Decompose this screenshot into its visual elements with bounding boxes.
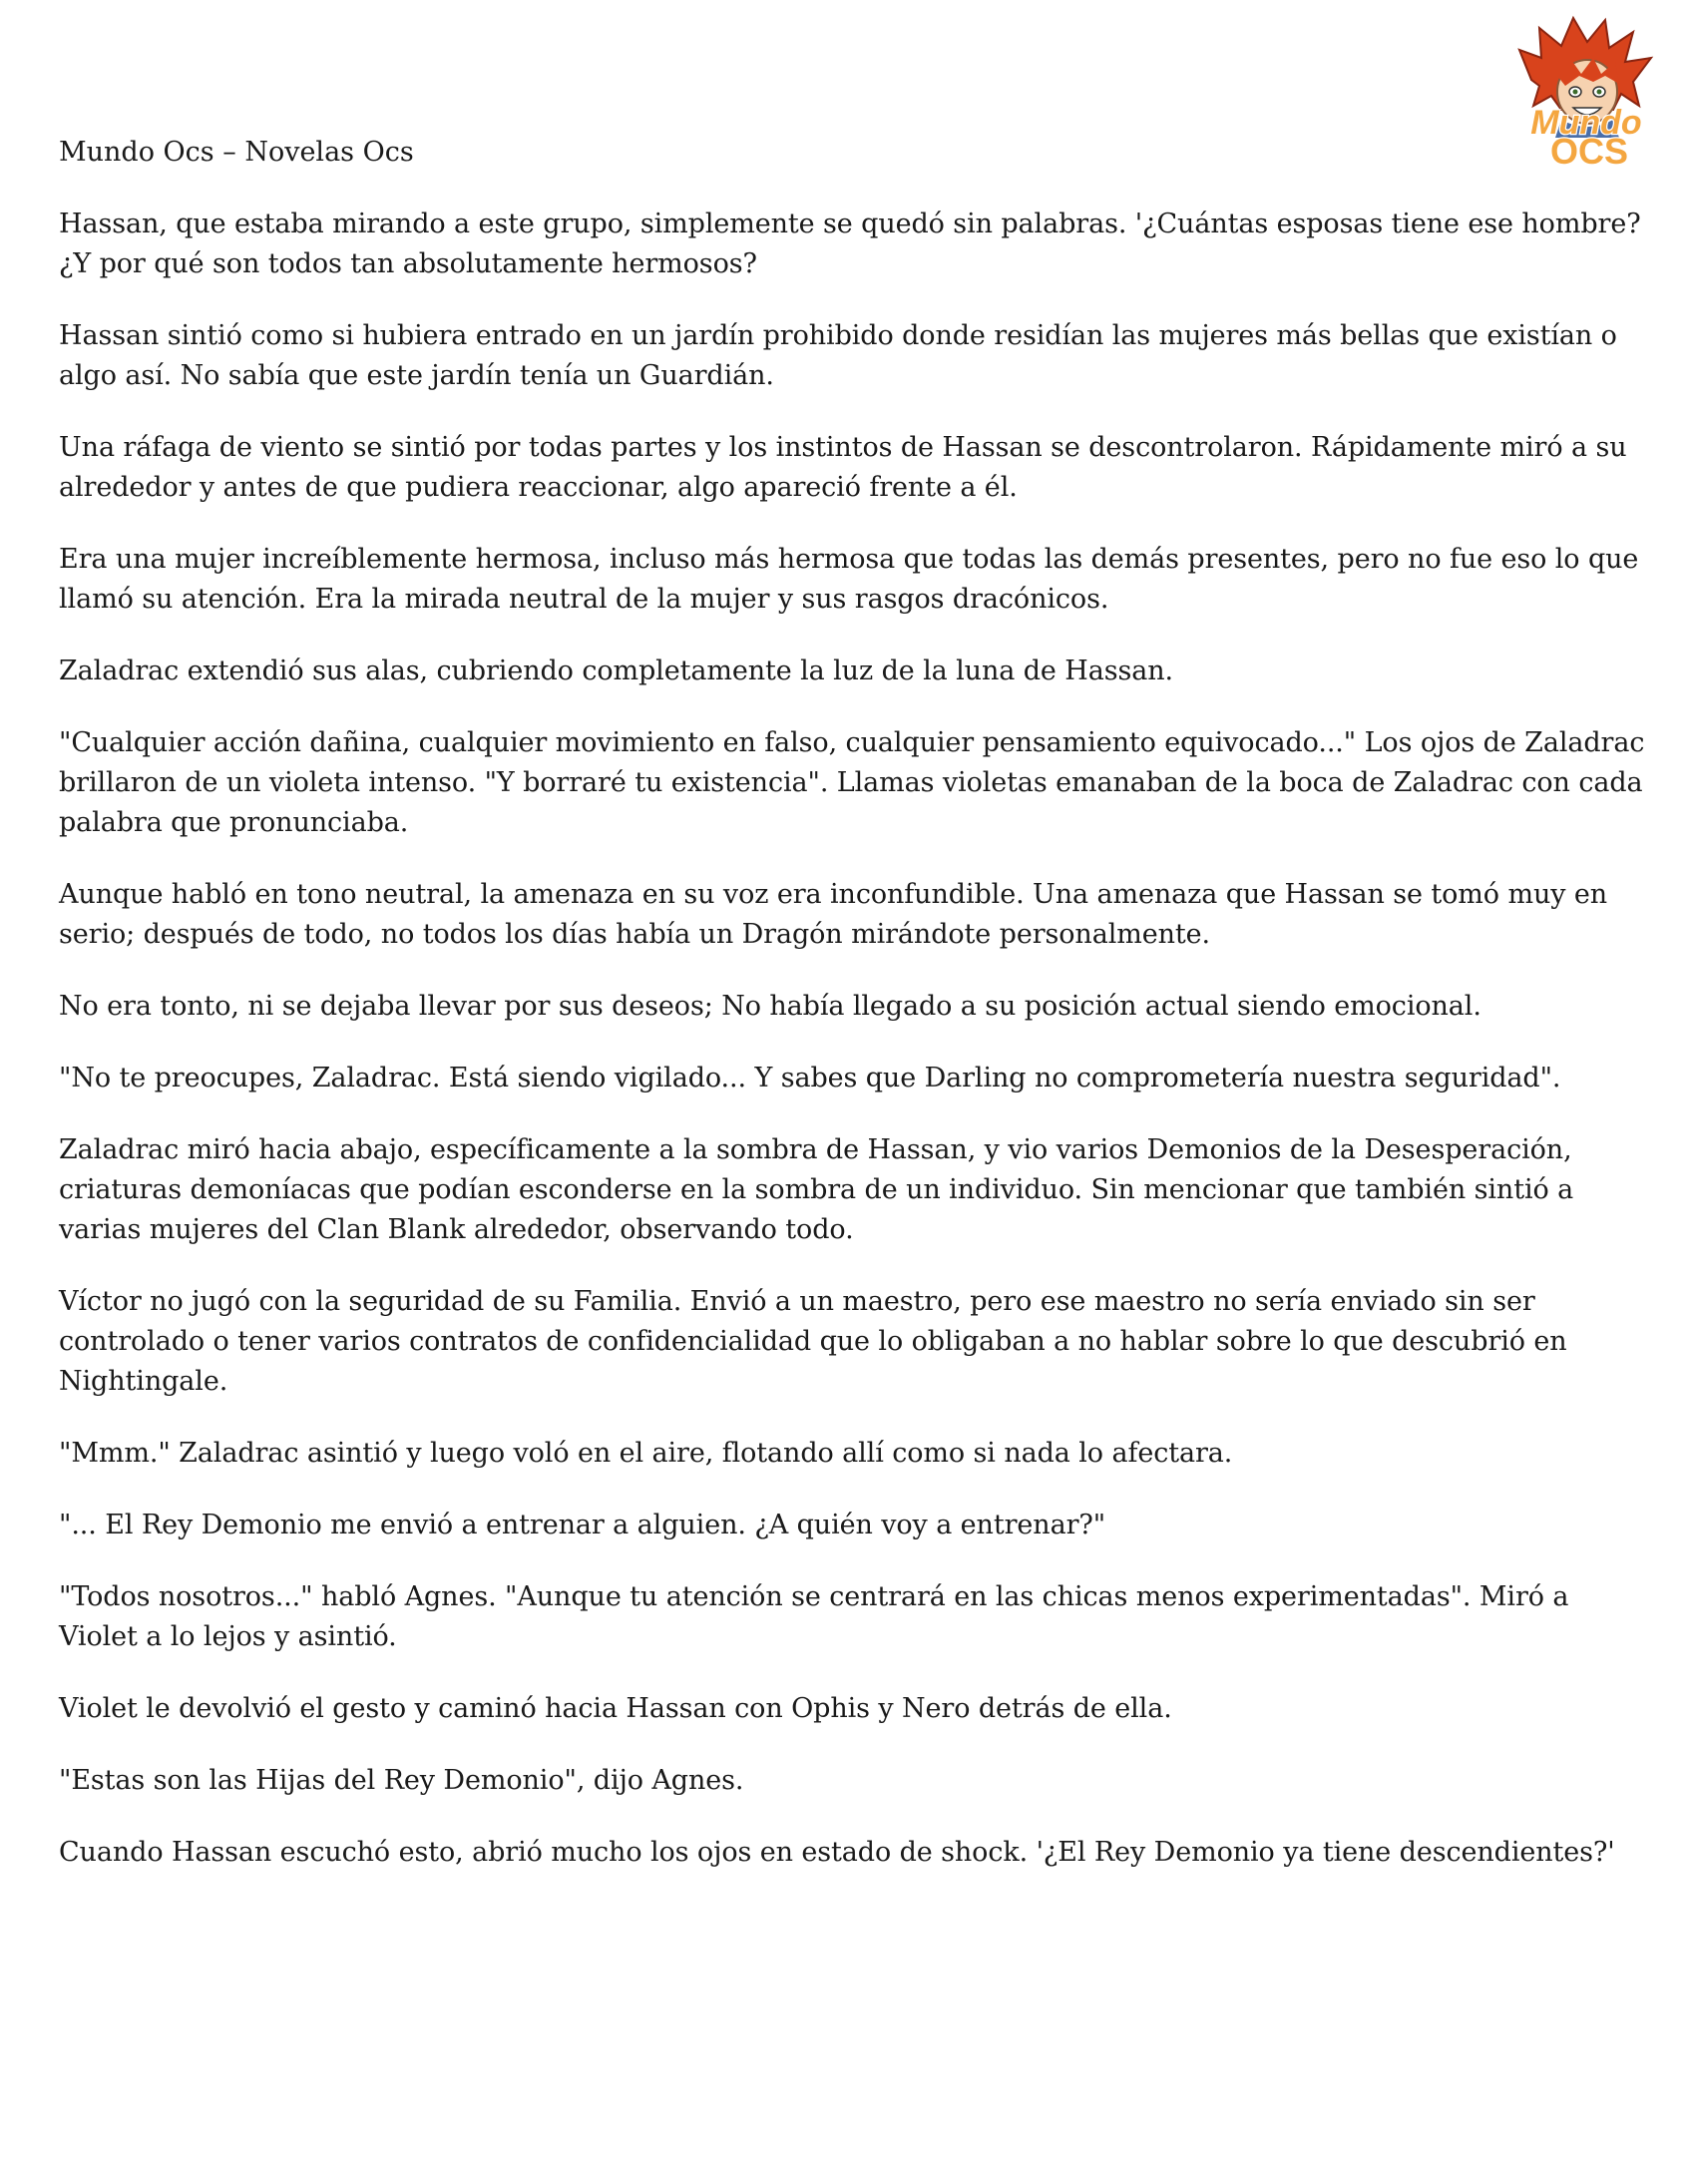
page-header: Mundo Ocs – Novelas Ocs bbox=[59, 137, 414, 168]
paragraph: Zaladrac extendió sus alas, cubriendo completamente la luz de la luna de Hassan. bbox=[59, 655, 1173, 686]
logo-text-mundo: Mundo bbox=[1530, 104, 1642, 142]
paragraph: Víctor no jugó con la seguridad de su Familia. Envió a un maestro, pero ese maestro no sería enviado sin ser controlado o tener varios contratos de confidencialidad que lo obligaban a no hablar sobre lo que descubrió en Nightingale. bbox=[59, 1286, 1567, 1397]
mundo-ocs-logo bbox=[1501, 10, 1671, 170]
paragraph: Zaladrac miró hacia abajo, específicamente a la sombra de Hassan, y vio varios Demonios de la Desesperación, criaturas demoníacas que podían esconderse en la sombra de un individuo. Sin mencionar que también sintió a varias mujeres del Clan Blank alrededor, observando todo. bbox=[59, 1134, 1574, 1245]
paragraph: Hassan sintió como si hubiera entrado en un jardín prohibido donde residían las mujeres más bellas que existían o algo así. No sabía que este jardín tenía un Guardián. bbox=[59, 320, 1617, 391]
paragraph: "Cualquier acción dañina, cualquier movimiento en falso, cualquier pensamiento equivocado..." Los ojos de Zaladrac brillaron de un violeta intenso. "Y borraré tu existencia". Llamas violetas emanaban de la boca de Zaladrac con cada palabra que pronunciaba. bbox=[59, 727, 1645, 838]
paragraph: "Todos nosotros..." habló Agnes. "Aunque tu atención se centrará en las chicas menos experimentadas". Miró a Violet a lo lejos y asintió. bbox=[59, 1581, 1569, 1652]
paragraph: "No te preocupes, Zaladrac. Está siendo vigilado... Y sabes que Darling no comprometería nuestra seguridad". bbox=[59, 1063, 1561, 1093]
paragraph: Una ráfaga de viento se sintió por todas partes y los instintos de Hassan se descontrolaron. Rápidamente miró a su alrededor y antes de que pudiera reaccionar, algo apareció frente a él. bbox=[59, 432, 1627, 503]
paragraph: No era tonto, ni se dejaba llevar por sus deseos; No había llegado a su posición actual siendo emocional. bbox=[59, 991, 1481, 1022]
logo-text-ocs: OCS bbox=[1549, 131, 1629, 170]
paragraph: Violet le devolvió el gesto y caminó hacia Hassan con Ophis y Nero detrás de ella. bbox=[59, 1693, 1172, 1724]
paragraph: "Mmm." Zaladrac asintió y luego voló en el aire, flotando allí como si nada lo afectara. bbox=[59, 1438, 1233, 1469]
paragraph: Era una mujer increíblemente hermosa, incluso más hermosa que todas las demás presentes, pero no fue eso lo que llamó su atención. Era la mirada neutral de la mujer y sus rasgos dracónicos. bbox=[59, 544, 1639, 615]
paragraph: Hassan, que estaba mirando a este grupo, simplemente se quedó sin palabras. '¿Cuántas esposas tiene ese hombre? ¿Y por qué son todos tan absolutamente hermosos? bbox=[59, 209, 1641, 279]
paragraph: Aunque habló en tono neutral, la amenaza en su voz era inconfundible. Una amenaza que Hassan se tomó muy en serio; después de todo, no todos los días había un Dragón mirándote personalmente. bbox=[59, 879, 1608, 950]
paragraph: "Estas son las Hijas del Rey Demonio", dijo Agnes. bbox=[59, 1765, 744, 1796]
paragraph: Cuando Hassan escuchó esto, abrió mucho los ojos en estado de shock. '¿El Rey Demonio ya tiene descendientes?' bbox=[59, 1837, 1615, 1868]
story-body bbox=[59, 205, 1645, 1905]
paragraph: "... El Rey Demonio me envió a entrenar a alguien. ¿A quién voy a entrenar?" bbox=[59, 1510, 1106, 1540]
